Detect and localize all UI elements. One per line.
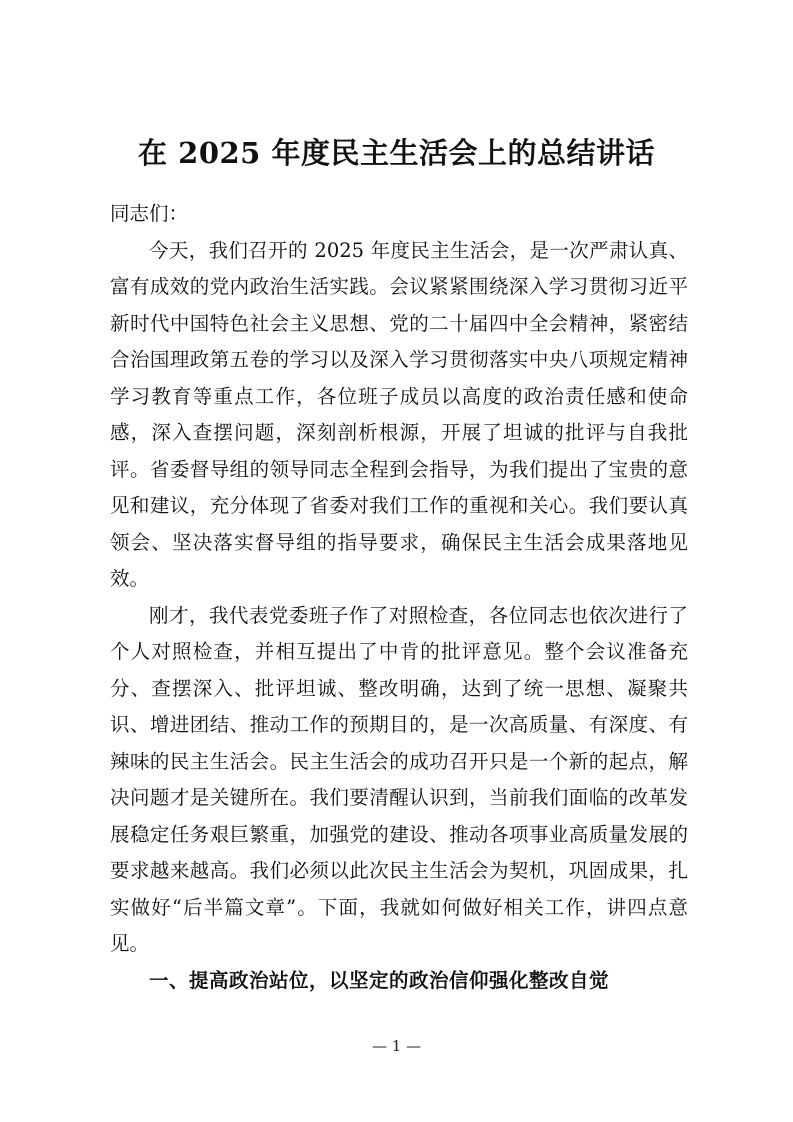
document-body xyxy=(110,196,688,999)
page-number: — 1 — xyxy=(371,1037,422,1055)
salutation: 同志们： xyxy=(110,202,189,225)
paragraph-2: 刚才，我代表党委班子作了对照检查，各位同志也依次进行了个人对照检查，并相互提出了中肯的批评意见。整个会议准备充分、查摆深入、批评坦诚、整改明确，达到了统一思想、凝聚共识、增进团结、推动工作的预期目的，是一次高质量、有深度、有辣味的民主生活会。民主生活会的成功召开只是一个新的起点，解决问题才是关键所在。我们要清醒认识到，当前我们面临的改革发展稳定任务艰巨繁重，加强党的建设、推动各项事业高质量发展的要求越来越高。我们必须以此次民主生活会为契机，巩固成果，扎实做好“后半篇文章”。下面，我就如何做好相关工作，讲四点意见。 xyxy=(110,603,688,955)
paragraph-1: 今天，我们召开的 2025 年度民主生活会，是一次严肃认真、富有成效的党内政治生活实践。会议紧紧围绕深入学习贯彻习近平新时代中国特色社会主义思想、党的二十届四中全会精神，紧密结合治国理政第五卷的学习以及深入学习贯彻落实中央八项规定精神学习教育等重点工作，各位班子成员以高度的政治责任感和使命感，深入查摆问题，深刻剖析根源，开展了坦诚的批评与自我批评。省委督导组的领导同志全程到会指导，为我们提出了宝贵的意见和建议，充分体现了省委对我们工作的重视和关心。我们要认真领会、坚决落实督导组的指导要求，确保民主生活会成果落地见效。 xyxy=(110,238,688,590)
section-heading: 一、提高政治站位，以坚定的政治信仰强化整改自觉 xyxy=(149,968,610,992)
page-title: 在 2025 年度民主生活会上的总结讲话 xyxy=(138,136,655,171)
